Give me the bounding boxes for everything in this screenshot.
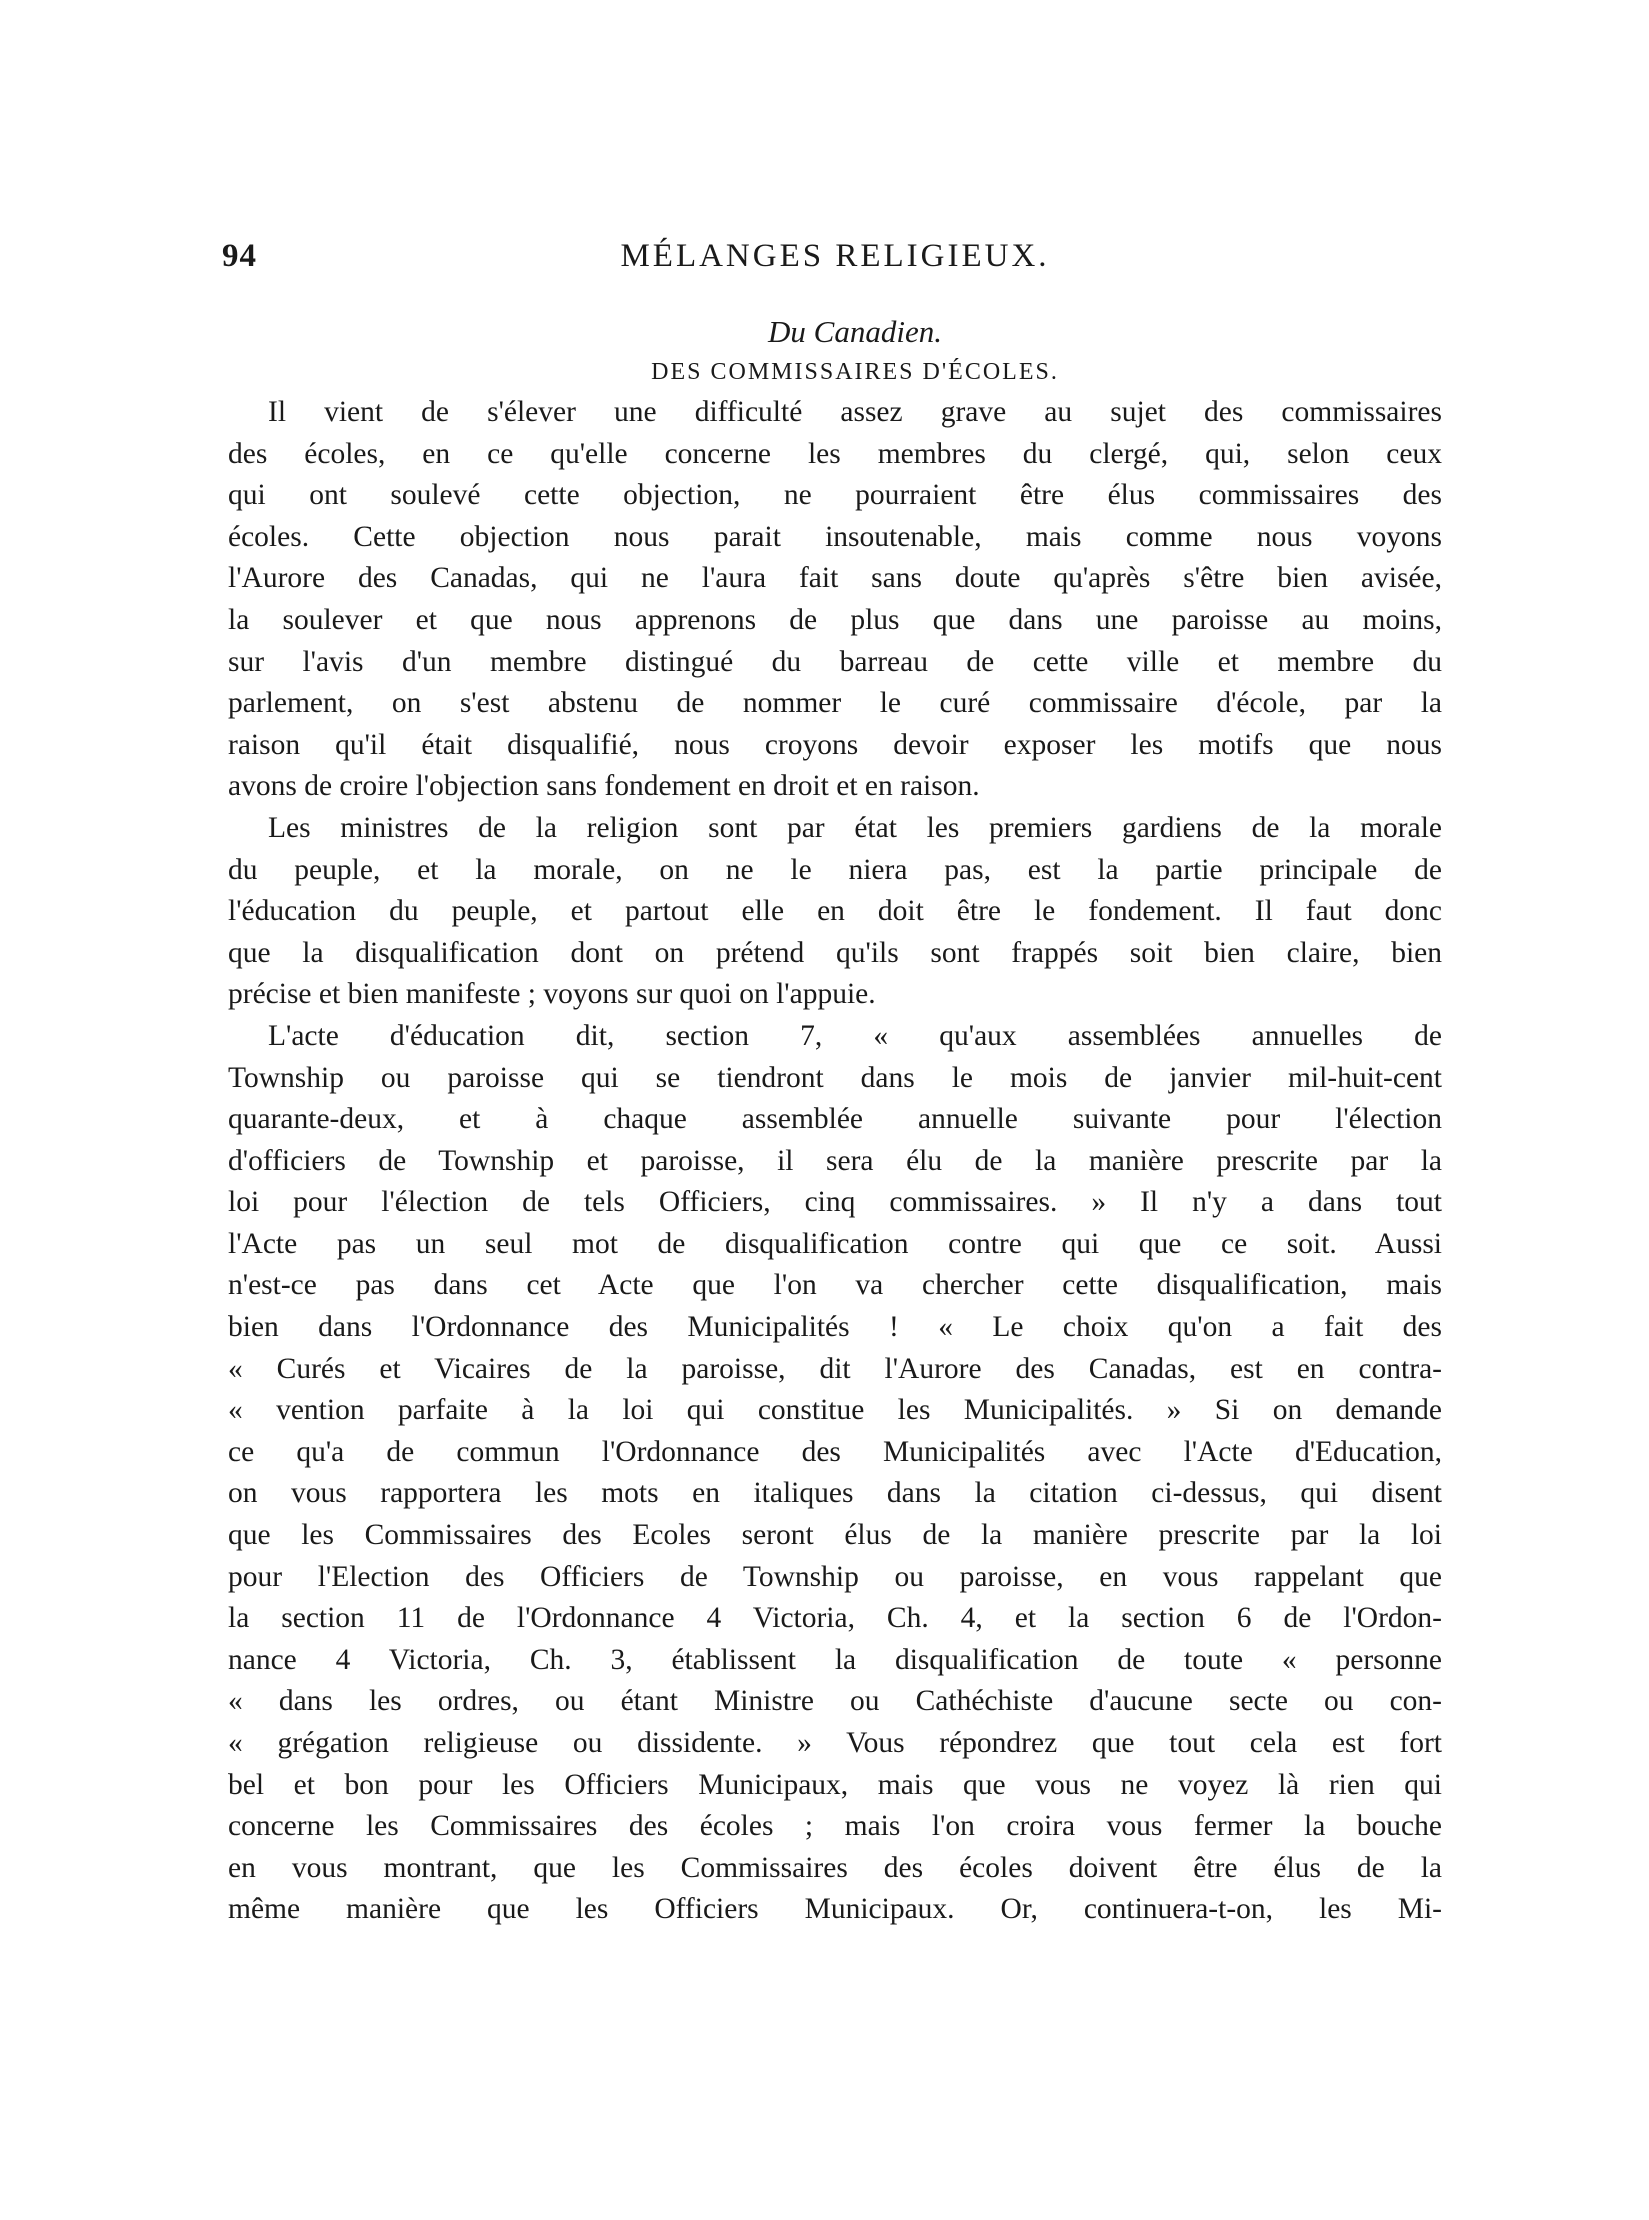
text-line: bel et bon pour les Officiers Municipaux, mais que vous ne voyez là rien qui bbox=[228, 1768, 1442, 1801]
paragraph-1 bbox=[228, 392, 1442, 808]
text-line: pour l'Election des Officiers de Township ou paroisse, en vous rappelant que bbox=[228, 1560, 1442, 1593]
page-number: 94 bbox=[222, 238, 257, 274]
text-line: loi pour l'élection de tels Officiers, cinq commissaires. » Il n'y a dans tout bbox=[228, 1186, 1442, 1219]
section-heading: DES COMMISSAIRES D'ÉCOLES. bbox=[651, 359, 1059, 385]
text-line: on vous rapportera les mots en italiques dans la citation ci-dessus, qui disent bbox=[228, 1477, 1442, 1510]
text-line: Township ou paroisse qui se tiendront dans le mois de janvier mil-huit-cent bbox=[228, 1061, 1442, 1094]
text-line: des écoles, en ce qu'elle concerne les membres du clergé, qui, selon ceux bbox=[228, 437, 1442, 470]
text-line: L'acte d'éducation dit, section 7, « qu'aux assemblées annuelles de bbox=[268, 1019, 1442, 1052]
text-line: parlement, on s'est abstenu de nommer le curé commissaire d'école, par la bbox=[228, 687, 1442, 720]
text-line: que la disqualification dont on prétend qu'ils sont frappés soit bien claire, bien bbox=[228, 936, 1442, 969]
text-line: raison qu'il était disqualifié, nous croyons devoir exposer les motifs que nous bbox=[228, 728, 1442, 761]
text-line: l'Aurore des Canadas, qui ne l'aura fait sans doute qu'après s'être bien avisée, bbox=[228, 562, 1442, 595]
book-page bbox=[222, 232, 1442, 1931]
source-attribution: Du Canadien. bbox=[768, 314, 942, 349]
text-line: d'officiers de Township et paroisse, il sera élu de la manière prescrite par la bbox=[228, 1144, 1442, 1177]
text-line: précise et bien manifeste ; voyons sur quoi on l'appuie. bbox=[228, 978, 876, 1011]
text-line: Il vient de s'élever une difficulté assez grave au sujet des commissaires bbox=[268, 396, 1442, 428]
text-line: la section 11 de l'Ordonnance 4 Victoria, Ch. 4, et la section 6 de l'Ordon- bbox=[228, 1602, 1442, 1635]
text-line: l'éducation du peuple, et partout elle en doit être le fondement. Il faut donc bbox=[228, 895, 1442, 928]
text-line: bien dans l'Ordonnance des Municipalités ! « Le choix qu'on a fait des bbox=[228, 1311, 1442, 1344]
text-line: « vention parfaite à la loi qui constitue les Municipalités. » Si on demande bbox=[228, 1394, 1442, 1427]
text-line: l'Acte pas un seul mot de disqualification contre qui que ce soit. Aussi bbox=[228, 1227, 1442, 1260]
paragraph-3 bbox=[228, 1016, 1442, 1931]
text-line: en vous montrant, que les Commissaires des écoles doivent être élus de la bbox=[228, 1851, 1442, 1884]
text-line: « grégation religieuse ou dissidente. » Vous répondrez que tout cela est fort bbox=[228, 1727, 1442, 1759]
text-line: n'est-ce pas dans cet Acte que l'on va chercher cette disqualification, mais bbox=[228, 1269, 1442, 1302]
page-header bbox=[222, 232, 1442, 292]
text-line: sur l'avis d'un membre distingué du barreau de cette ville et membre du bbox=[228, 645, 1442, 678]
text-line: du peuple, et la morale, on ne le niera pas, est la partie principale de bbox=[228, 853, 1442, 886]
text-line: même manière que les Officiers Municipaux. Or, continuera-t-on, les Mi- bbox=[228, 1893, 1442, 1926]
paragraph-2 bbox=[228, 808, 1442, 1016]
text-line: qui ont soulevé cette objection, ne pourraient être élus commissaires des bbox=[228, 479, 1442, 512]
text-line: nance 4 Victoria, Ch. 3, établissent la disqualification de toute « personne bbox=[228, 1643, 1442, 1676]
text-line: avons de croire l'objection sans fondement en droit et en raison. bbox=[228, 770, 980, 803]
text-line: « Curés et Vicaires de la paroisse, dit l'Aurore des Canadas, est en contra- bbox=[228, 1352, 1442, 1385]
text-line: Les ministres de la religion sont par état les premiers gardiens de la morale bbox=[268, 811, 1442, 844]
text-line: que les Commissaires des Ecoles seront élus de la manière prescrite par la loi bbox=[228, 1519, 1442, 1552]
running-title: MÉLANGES RELIGIEUX. bbox=[620, 238, 1050, 274]
text-line: la soulever et que nous apprenons de plus que dans une paroisse au moins, bbox=[228, 603, 1442, 636]
text-line: ce qu'a de commun l'Ordonnance des Municipalités avec l'Acte d'Education, bbox=[228, 1435, 1442, 1468]
text-line: écoles. Cette objection nous parait insoutenable, mais comme nous voyons bbox=[228, 520, 1442, 553]
text-line: « dans les ordres, ou étant Ministre ou Cathéchiste d'aucune secte ou con- bbox=[228, 1685, 1442, 1718]
text-line: quarante-deux, et à chaque assemblée annuelle suivante pour l'élection bbox=[228, 1103, 1442, 1136]
text-line: concerne les Commissaires des écoles ; mais l'on croira vous fermer la bouche bbox=[228, 1810, 1442, 1843]
